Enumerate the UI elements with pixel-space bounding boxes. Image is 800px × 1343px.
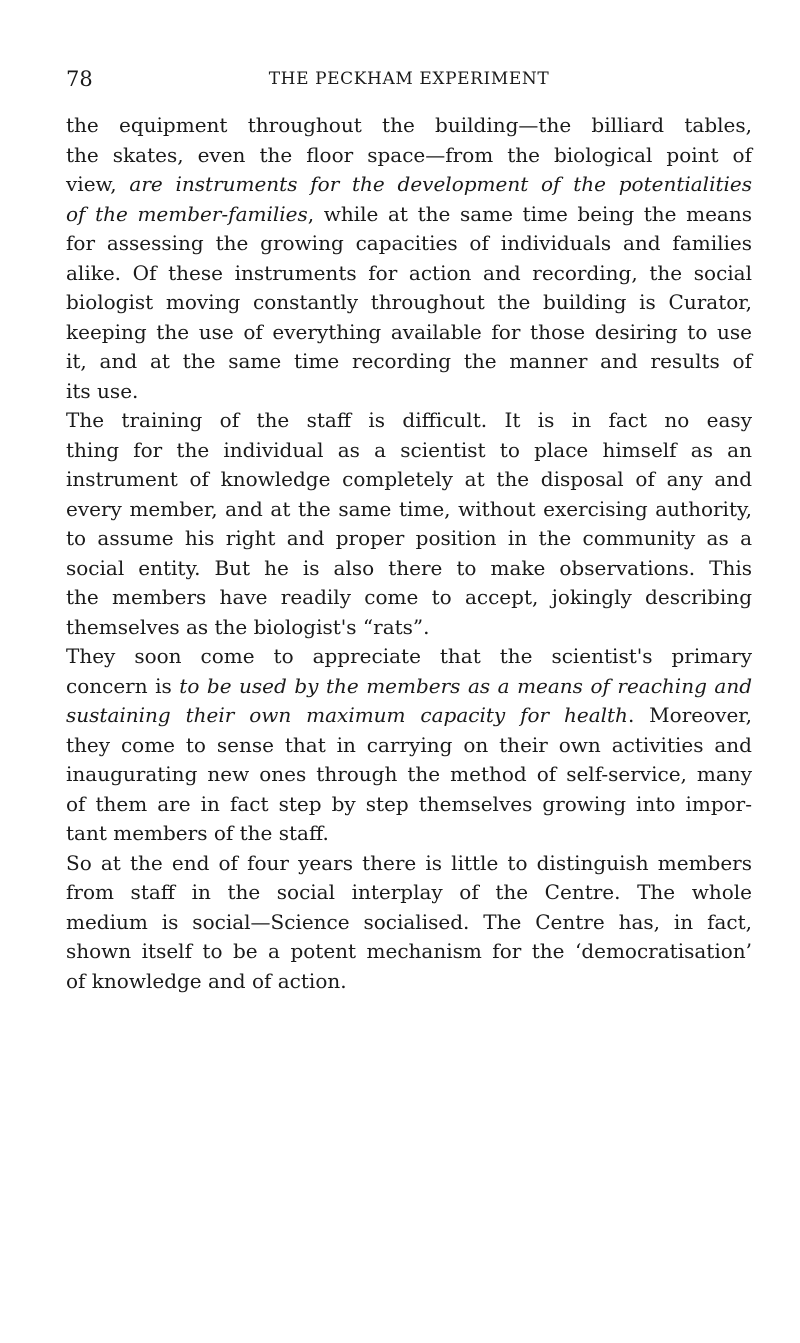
text-line (66, 819, 752, 849)
text-line (66, 642, 752, 672)
text-line (66, 524, 752, 554)
text-run: for assessing the growing capacities of individuals and families (66, 231, 752, 255)
text-run: they come to sense that in carrying on their own activities and (66, 732, 752, 757)
text-line (66, 937, 752, 967)
text-run: the equipment throughout the building—the billiard tables, (66, 113, 752, 137)
text-run: every member, and at the same time, without exercising authority, (66, 496, 752, 521)
text-run: the skates, even the floor space—from the biological point of (66, 142, 752, 167)
text-line (66, 288, 752, 318)
page-number: 78 (66, 67, 93, 91)
text-line (66, 967, 752, 997)
running-head (66, 64, 752, 94)
text-run: They soon come to appreciate that the scientist's primary (66, 644, 752, 668)
text-line (66, 731, 752, 761)
text-line (66, 701, 752, 731)
text-line (66, 790, 752, 820)
text-run: its use. (66, 378, 139, 403)
text-line (66, 377, 752, 407)
text-run: of them are in fact step by step themselves growing into impor- (66, 791, 752, 816)
italic-text: to be used by the members as a means of reaching and (179, 673, 753, 698)
text-run: from staff in the social interplay of the Centre. The whole (66, 880, 752, 904)
text-run: tant members of the staff. (66, 821, 329, 845)
text-run: , while at the same time being the means (307, 201, 752, 226)
text-line (66, 406, 752, 436)
text-line (66, 760, 752, 790)
text-run: The training of the staff is difficult. It is in fact no easy (66, 408, 752, 432)
text-line (66, 613, 752, 643)
text-run: biologist moving constantly throughout the building is Curator, (66, 290, 752, 314)
paragraph (66, 111, 752, 406)
text-line (66, 878, 752, 908)
text-run: So at the end of four years there is little to distinguish members (66, 850, 752, 875)
text-run: concern is (66, 673, 180, 698)
running-title: THE PECKHAM EXPERIMENT (268, 69, 550, 89)
text-line (66, 436, 752, 466)
text-line (66, 554, 752, 584)
paragraph (66, 406, 752, 642)
text-line (66, 465, 752, 495)
text-run: shown itself to be a potent mechanism for the ‘democratisation’ (66, 939, 752, 963)
text-line (66, 495, 752, 525)
text-line (66, 849, 752, 879)
text-run: inaugurating new ones through the method of self-service, many (66, 762, 752, 786)
text-line (66, 583, 752, 613)
text-line (66, 347, 752, 377)
body-text (66, 111, 752, 996)
text-run: view, (66, 172, 130, 196)
text-line (66, 259, 752, 289)
text-run: thing for the individual as a scientist to place himself as an (66, 437, 752, 462)
text-run: alike. Of these instruments for action and recording, the social (66, 260, 752, 285)
paragraph (66, 849, 752, 997)
italic-text: of the member-families (66, 201, 308, 226)
text-run: to assume his right and proper position in the community as a (66, 526, 752, 550)
text-line (66, 170, 752, 200)
text-run: keeping the use of everything available for those desiring to use (66, 319, 752, 344)
text-run: . Moreover, (627, 703, 752, 727)
text-line (66, 111, 752, 141)
paragraph (66, 642, 752, 849)
text-run: social entity. But he is also there to make observations. This (66, 555, 752, 580)
text-line (66, 672, 752, 702)
text-line (66, 318, 752, 348)
text-run: of knowledge and of action. (66, 968, 347, 993)
text-run: themselves as the biologist's “rats”. (66, 614, 430, 639)
text-line (66, 141, 752, 171)
italic-text: are instruments for the development of the potentialities (129, 172, 753, 196)
text-run: medium is social—Science socialised. The Centre has, in fact, (66, 909, 752, 934)
text-line (66, 908, 752, 938)
text-line (66, 229, 752, 259)
text-run: it, and at the same time recording the manner and results of (66, 349, 752, 373)
italic-text: sustaining their own maximum capacity for health (66, 703, 628, 727)
text-line (66, 200, 752, 230)
text-run: the members have readily come to accept, jokingly describing (66, 585, 752, 609)
text-run: instrument of knowledge completely at the disposal of any and (66, 467, 752, 491)
